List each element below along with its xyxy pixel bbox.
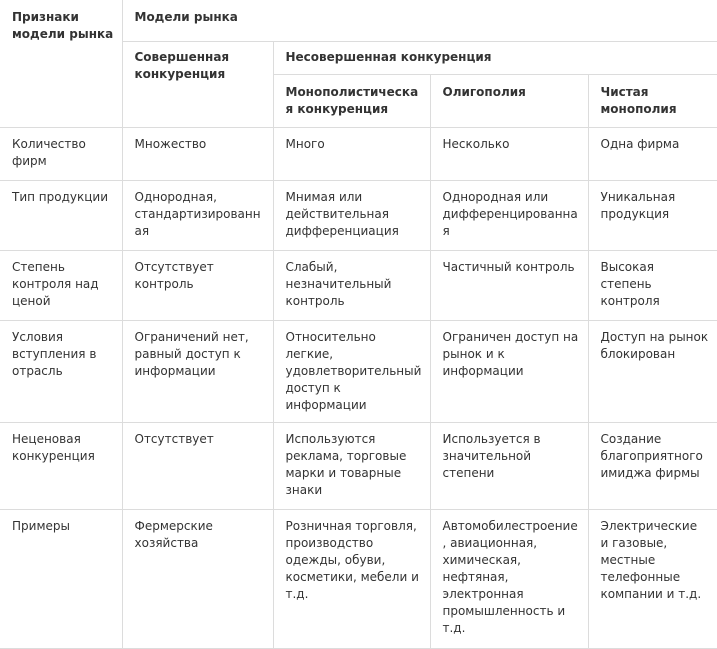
table-cell: Относительно легкие, удовлетворительный доступ к информации xyxy=(273,320,430,422)
table-cell: Много xyxy=(273,127,430,180)
table-cell: Однородная или дифференцированная xyxy=(430,180,588,250)
header-imperfect-competition: Несовершенная конкуренция xyxy=(273,41,717,74)
table-cell: Фермерские хозяйства xyxy=(122,509,273,648)
row-feature-cell: Степень контроля над ценой xyxy=(0,250,122,320)
table-cell: Частичный контроль xyxy=(430,250,588,320)
table-cell: Несколько xyxy=(430,127,588,180)
table-cell: Розничная торговля, производство одежды, обуви, косметики, мебели и т.д. xyxy=(273,509,430,648)
table-cell: Доступ на рынок блокирован xyxy=(588,320,717,422)
table-cell: Однородная, стандартизированная xyxy=(122,180,273,250)
row-feature-cell: Условия вступления в отрасль xyxy=(0,320,122,422)
row-feature-cell: Неценовая конкуренция xyxy=(0,422,122,509)
row-feature-cell: Тип продукции xyxy=(0,180,122,250)
table-cell: Ограничен доступ на рынок и к информации xyxy=(430,320,588,422)
table-cell: Отсутствует xyxy=(122,422,273,509)
table-cell: Мнимая или действительная дифференциация xyxy=(273,180,430,250)
header-pure-monopoly: Чистая монополия xyxy=(588,74,717,127)
row-feature-cell: Количество фирм xyxy=(0,127,122,180)
table-cell: Отсутствует контроль xyxy=(122,250,273,320)
header-monopolistic-competition: Монополистическая конкуренция xyxy=(273,74,430,127)
table-cell: Используются реклама, торговые марки и товарные знаки xyxy=(273,422,430,509)
header-oligopoly: Олигополия xyxy=(430,74,588,127)
header-market-models: Модели рынка xyxy=(122,0,717,41)
header-perfect-competition: Совершенная конкуренция xyxy=(122,41,273,127)
table-cell: Уникальная продукция xyxy=(588,180,717,250)
table-cell: Множество xyxy=(122,127,273,180)
table-row xyxy=(0,127,717,180)
table-row xyxy=(0,250,717,320)
table-cell: Автомобилестроение, авиационная, химическая, нефтяная, электронная промышленность и т.д. xyxy=(430,509,588,648)
table-cell: Ограничений нет, равный доступ к информации xyxy=(122,320,273,422)
header-feature: Признаки модели рынка xyxy=(0,0,122,127)
table-cell: Одна фирма xyxy=(588,127,717,180)
table-cell: Слабый, незначительный контроль xyxy=(273,250,430,320)
table-cell: Электрические и газовые, местные телефонные компании и т.д. xyxy=(588,509,717,648)
table-cell: Высокая степень контроля xyxy=(588,250,717,320)
table-row xyxy=(0,320,717,422)
row-feature-cell: Примеры xyxy=(0,509,122,648)
table-cell: Используется в значительной степени xyxy=(430,422,588,509)
header-row-1 xyxy=(0,0,717,41)
table-row xyxy=(0,509,717,648)
table-cell: Создание благоприятного имиджа фирмы xyxy=(588,422,717,509)
table-row xyxy=(0,180,717,250)
table-row xyxy=(0,422,717,509)
